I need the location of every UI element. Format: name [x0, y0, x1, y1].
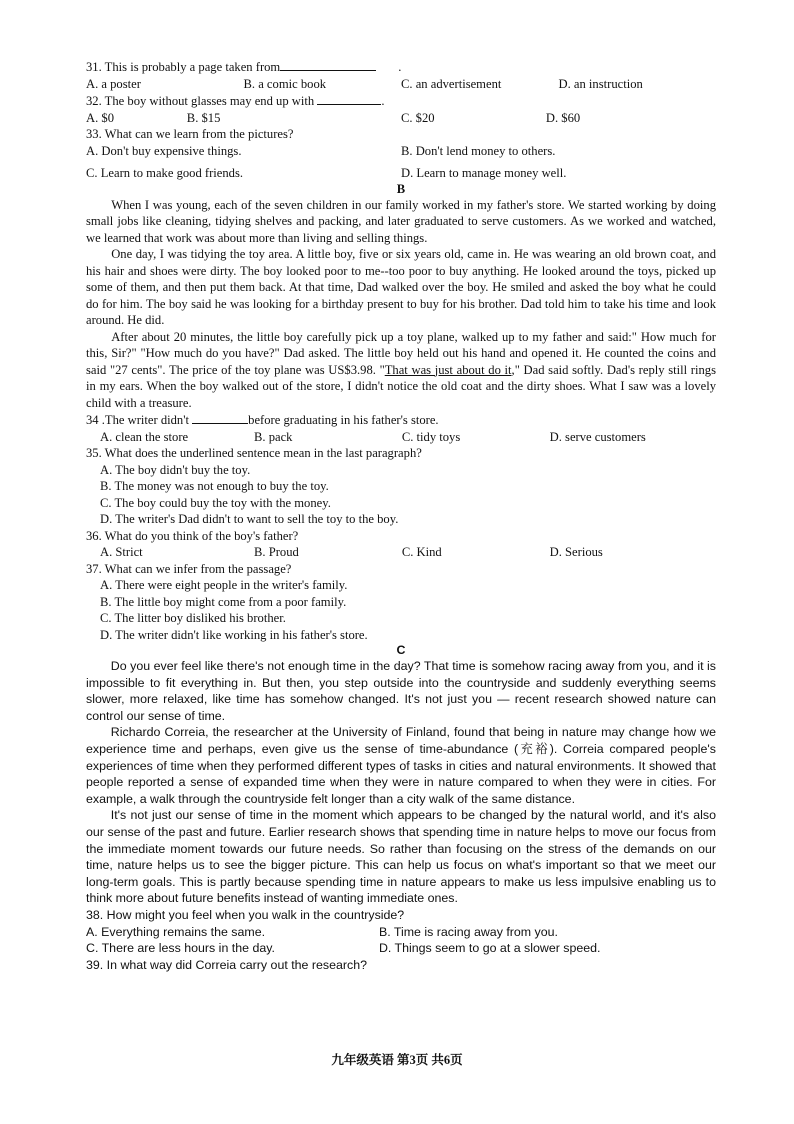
passage-c-paragraph-1: Do you ever feel like there's not enough time in the day? That time is somehow racing away from you, and it is impossible to fit everything in. But then, you step outside into the countryside and suddenly everything seems slower, more relaxed, like time has somehow changed. It's not just you — recent research showed nature can control our sense of time.	[86, 659, 716, 723]
answer-blank	[192, 411, 248, 424]
section-b-heading: B	[396, 181, 406, 196]
option-c: C. Learn to make good friends.	[86, 166, 244, 180]
question-38: 38. How might you feel when you walk in the countryside?	[86, 907, 405, 922]
passage-c-paragraph-3: It's not just our sense of time in the moment which appears to be changed by the natural world, and it's also our sense of the past and future. Earlier research shows that spending time in nature helps to move our focus from the immediate moment towards our future needs. So rather than focusing on the stress of the demands on our time, nature helps us to see the bigger picture. This can help us focus on what's important so that we meet our long-term goals. This is partly because spending time in nature appears to make us less impulsive enabling us to think more about future benefits instead of wanting immediate ones.	[86, 808, 716, 906]
option-c: C. $20	[400, 110, 435, 125]
option-b: B. Time is racing away from you.	[378, 924, 558, 939]
option-d: D. an instruction	[558, 76, 643, 91]
page-footer: 九年级英语 第3页 共6页	[331, 1053, 463, 1067]
question-35: 35. What does the underlined sentence mean in the last paragraph?	[86, 446, 422, 460]
option-b: B. The little boy might come from a poor family.	[100, 594, 347, 609]
option-d: D. Things seem to go at a slower speed.	[378, 941, 601, 956]
option-b: B. $15	[186, 110, 221, 125]
option-a: A. clean the store	[100, 429, 189, 444]
question-38-options-row1	[86, 924, 716, 941]
option-c: C. tidy toys	[401, 429, 461, 444]
option-b: B. a comic book	[243, 76, 327, 91]
question-32: 32. The boy without glasses may end up with .	[86, 94, 385, 108]
question-34-options	[86, 429, 716, 446]
passage-c-paragraph-2: Richardo Correia, the researcher at the University of Finland, found that being in nature may change how we experience time and perhaps, even give us the sense of time-abundance (充裕). Correia compared people's experiences of time when they performed different types of tasks in cities and natural environments. It showed that people reported a sense of expanded time when they were in nature compared to when they were in cities. For example, a walk through the countryside felt longer than a city walk of the same distance.	[86, 725, 716, 806]
question-37: 37. What can we infer from the passage?	[86, 561, 292, 576]
section-c	[86, 643, 716, 973]
question-33-options-row2	[86, 165, 716, 182]
option-b: B. Proud	[254, 545, 299, 559]
option-b: B. Don't lend money to others.	[401, 143, 556, 158]
option-a: A. There were eight people in the writer's family.	[100, 578, 348, 592]
option-c: C. Kind	[401, 545, 442, 559]
option-c: C. The boy could buy the toy with the money.	[100, 495, 331, 510]
option-c: C. an advertisement	[401, 76, 502, 91]
question-31-options	[86, 76, 716, 93]
exam-page	[86, 58, 716, 973]
option-a: A. The boy didn't buy the toy.	[100, 462, 251, 477]
option-d: D. $60	[545, 110, 581, 125]
option-b: B. pack	[254, 429, 293, 444]
option-d: D. The writer's Dad didn't to want to sell the toy to the boy.	[100, 512, 399, 526]
option-d: D. serve customers	[549, 429, 646, 444]
question-32-options	[86, 110, 716, 127]
question-36-options	[86, 544, 716, 561]
question-38-options-row2	[86, 940, 716, 957]
option-d: D. The writer didn't like working in his father's store.	[100, 627, 368, 642]
option-a: A. Strict	[100, 545, 143, 559]
question-31: 31. This is probably a page taken from .	[86, 60, 402, 74]
option-a: A. a poster	[86, 76, 141, 91]
question-36: 36. What do you think of the boy's father?	[86, 528, 299, 543]
option-a: A. $0	[86, 110, 114, 125]
answer-blank	[317, 92, 381, 105]
option-c: C. The litter boy disliked his brother.	[100, 611, 286, 625]
option-d: D. Serious	[549, 545, 603, 559]
question-34: 34 .The writer didn't before graduating in his father's store.	[86, 413, 439, 427]
option-c: C. There are less hours in the day.	[86, 941, 275, 956]
option-b: B. The money was not enough to buy the toy.	[100, 479, 329, 493]
passage-b-paragraph-3: After about 20 minutes, the little boy carefully pick up a toy plane, walked up to my father and said:" How much for this, Sir?" "How much do you have?" Dad asked. The little boy held out his hand and opened it. He counted the coins and said "27 cents". The price of the toy plane was US$3.98. "That was just about do it," Dad said softly. Dad's reply still rings in my ears. When the boy walked out of the store, I didn't notice the old coat and the dirty shoes. What I saw was a lovely child with a treasure.	[86, 329, 716, 410]
section-c-heading: C	[396, 643, 406, 657]
option-a: A. Everything remains the same.	[86, 924, 266, 939]
passage-b-paragraph-2: One day, I was tidying the toy area. A little boy, five or six years old, came in. He was wearing an old brown coat, and his hair and shoes were dirty. The boy looked poor to me--too poor to buy anything. He looked around the toys, picked up some of them, and then put them back. At that time, Dad walked over the boy. He smiled and asked the boy what he could do for him. The boy said he was looking for a birthday present to buy for his brother. Dad told him to take his time and look around. He did.	[86, 247, 716, 327]
question-33-options-row1	[86, 143, 716, 160]
option-d: D. Learn to manage money well.	[401, 166, 567, 180]
answer-blank	[280, 58, 376, 71]
question-39: 39. In what way did Correia carry out the research?	[86, 957, 367, 972]
question-33: 33. What can we learn from the pictures?	[86, 127, 294, 141]
passage-b-paragraph-1: When I was young, each of the seven children in our family worked in my father's store. We started working by doing small jobs like cleaning, tidying shelves and packing, and later graduated to serve customers. As we worked and watched, we learned that work was about more than living and selling things.	[86, 197, 716, 245]
option-a: A. Don't buy expensive things.	[86, 143, 242, 158]
underlined-sentence: That was just about do it	[384, 362, 512, 377]
